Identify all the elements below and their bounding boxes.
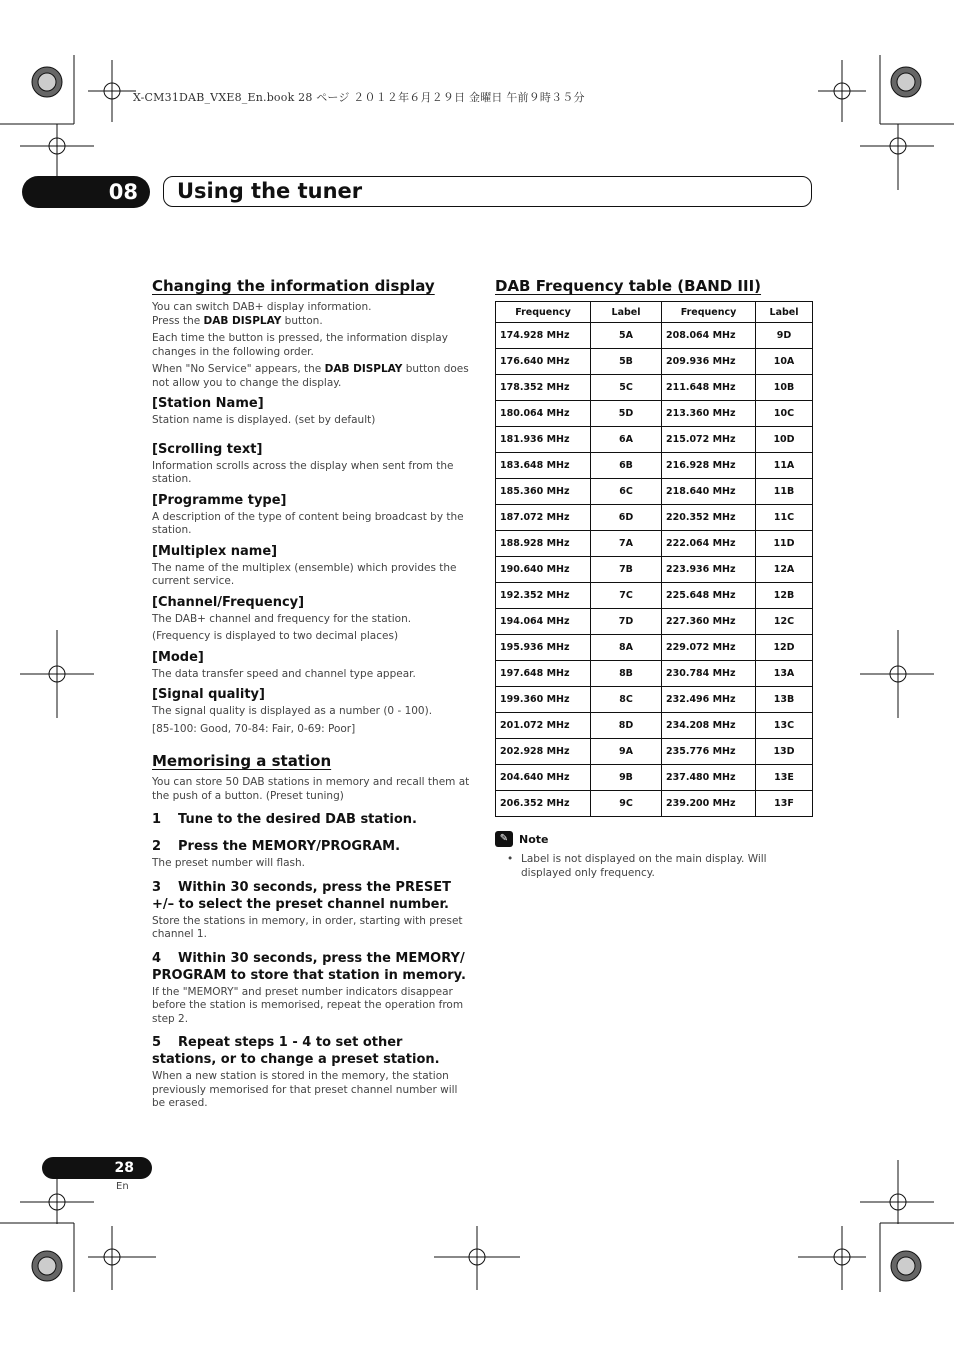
label-cell: 6C	[591, 479, 662, 505]
label-cell: 13E	[756, 765, 813, 791]
label-cell: 11A	[756, 453, 813, 479]
frequency-cell: 239.200 MHz	[662, 791, 756, 817]
frequency-table	[495, 301, 813, 817]
note-label: Note	[519, 832, 549, 846]
frequency-cell: 222.064 MHz	[662, 531, 756, 557]
label-cell: 6D	[591, 505, 662, 531]
chapter-number-badge: 08	[22, 176, 150, 208]
label-cell: 9B	[591, 765, 662, 791]
frequency-cell: 183.648 MHz	[496, 453, 591, 479]
table-row	[496, 453, 813, 479]
display-item-desc: The data transfer speed and channel type appear.	[152, 667, 416, 680]
right-column	[495, 277, 813, 880]
frequency-cell: 234.208 MHz	[662, 713, 756, 739]
paragraph: You can store 50 DAB stations in memory and recall them at the push of a button. (Preset tuning)	[152, 776, 470, 802]
frequency-cell: 188.928 MHz	[496, 531, 591, 557]
label-cell: 8C	[591, 687, 662, 713]
table-row	[496, 791, 813, 817]
frequency-cell: 197.648 MHz	[496, 661, 591, 687]
label-cell: 13A	[756, 661, 813, 687]
step-heading: 3 Within 30 seconds, press the PRESET +/– to select the preset channel number.	[152, 879, 451, 912]
frequency-cell: 215.072 MHz	[662, 427, 756, 453]
display-item-desc: The signal quality is displayed as a number (0 - 100).	[152, 705, 433, 717]
frequency-cell: 225.648 MHz	[662, 583, 756, 609]
label-cell: 9A	[591, 739, 662, 765]
label-cell: 13B	[756, 687, 813, 713]
table-row	[496, 531, 813, 557]
label-cell: 12D	[756, 635, 813, 661]
display-item-name: [Scrolling text]	[152, 441, 263, 457]
page-language: En	[116, 1181, 129, 1192]
label-cell: 7D	[591, 609, 662, 635]
frequency-cell: 232.496 MHz	[662, 687, 756, 713]
label-cell: 9C	[591, 791, 662, 817]
chapter-title: Using the tuner	[177, 179, 363, 203]
table-row	[496, 661, 813, 687]
label-cell: 13F	[756, 791, 813, 817]
frequency-cell: 178.352 MHz	[496, 375, 591, 401]
display-item-desc: Station name is displayed. (set by default)	[152, 414, 376, 426]
label-cell: 5A	[591, 323, 662, 349]
table-row	[496, 687, 813, 713]
table-header-row	[496, 302, 813, 323]
table-row	[496, 583, 813, 609]
label-cell: 12C	[756, 609, 813, 635]
label-cell: 13C	[756, 713, 813, 739]
step-desc: If the "MEMORY" and preset number indicators disappear before the station is memorised, repeat the operation from step 2.	[152, 985, 464, 1025]
label-cell: 7A	[591, 531, 662, 557]
frequency-cell: 206.352 MHz	[496, 791, 591, 817]
step-desc: Store the stations in memory, in order, starting with preset channel 1.	[152, 914, 463, 940]
step-heading: 2 Press the MEMORY/PROGRAM.	[152, 839, 401, 854]
frequency-cell: 223.936 MHz	[662, 557, 756, 583]
label-cell: 8A	[591, 635, 662, 661]
column-header: Frequency	[496, 302, 591, 323]
display-item-name: [Signal quality]	[152, 687, 265, 702]
label-cell: 10A	[756, 349, 813, 375]
frequency-cell: 229.072 MHz	[662, 635, 756, 661]
step-desc: When a new station is stored in the memory, the station previously memorised for that preset channel number will be erased.	[152, 1070, 458, 1109]
frequency-cell: 180.064 MHz	[496, 401, 591, 427]
section-title-dab-table: DAB Frequency table (BAND III)	[495, 277, 762, 295]
display-item-name: [Channel/Frequency]	[152, 594, 305, 610]
frequency-cell: 213.360 MHz	[662, 401, 756, 427]
frequency-cell: 176.640 MHz	[496, 349, 591, 375]
display-item-desc: (Frequency is displayed to two decimal places)	[152, 630, 399, 642]
frequency-cell: 208.064 MHz	[662, 323, 756, 349]
frequency-cell: 181.936 MHz	[496, 427, 591, 453]
display-item-name: [Multiplex name]	[152, 543, 278, 559]
label-cell: 11D	[756, 531, 813, 557]
display-item-desc: The DAB+ channel and frequency for the station.	[152, 612, 412, 625]
label-cell: 11C	[756, 505, 813, 531]
display-item-desc: A description of the type of content being broadcast by the station.	[152, 510, 464, 536]
display-item-desc: Information scrolls across the display when sent from the station.	[152, 459, 454, 485]
frequency-cell: 218.640 MHz	[662, 479, 756, 505]
table-row	[496, 505, 813, 531]
label-cell: 12A	[756, 557, 813, 583]
frequency-cell: 202.928 MHz	[496, 739, 591, 765]
label-cell: 8D	[591, 713, 662, 739]
label-cell: 5C	[591, 375, 662, 401]
frequency-cell: 194.064 MHz	[496, 609, 591, 635]
section-title-memorising: Memorising a station	[152, 752, 332, 770]
print-file-info: X-CM31DAB_VXE8_En.book 28 ページ ２０１２年６月２９日 金曜日 午前９時３５分	[133, 91, 585, 104]
frequency-cell: 230.784 MHz	[662, 661, 756, 687]
step-heading: 1 Tune to the desired DAB station.	[152, 812, 417, 827]
frequency-cell: 192.352 MHz	[496, 583, 591, 609]
frequency-cell: 216.928 MHz	[662, 453, 756, 479]
frequency-cell: 204.640 MHz	[496, 765, 591, 791]
frequency-cell: 220.352 MHz	[662, 505, 756, 531]
table-row	[496, 401, 813, 427]
frequency-cell: 195.936 MHz	[496, 635, 591, 661]
frequency-cell: 227.360 MHz	[662, 609, 756, 635]
paragraph: When "No Service" appears, the DAB DISPLAY button does not allow you to change the display.	[152, 363, 469, 389]
frequency-cell: 187.072 MHz	[496, 505, 591, 531]
label-cell: 7B	[591, 557, 662, 583]
table-row	[496, 375, 813, 401]
frequency-cell: 235.776 MHz	[662, 739, 756, 765]
note-pencil-icon: ✎	[495, 831, 513, 847]
step-heading: 5 Repeat steps 1 - 4 to set other stations, or to change a preset station.	[152, 1035, 440, 1067]
table-row	[496, 479, 813, 505]
label-cell: 6B	[591, 453, 662, 479]
frequency-cell: 190.640 MHz	[496, 557, 591, 583]
table-row	[496, 635, 813, 661]
label-cell: 8B	[591, 661, 662, 687]
section-title-info-display: Changing the information display	[152, 277, 435, 295]
label-cell: 10D	[756, 427, 813, 453]
label-cell: 11B	[756, 479, 813, 505]
page-number: 28	[42, 1157, 152, 1179]
table-row	[496, 713, 813, 739]
column-header: Label	[756, 302, 813, 323]
label-cell: 13D	[756, 739, 813, 765]
frequency-cell: 211.648 MHz	[662, 375, 756, 401]
frequency-cell: 209.936 MHz	[662, 349, 756, 375]
frequency-cell: 185.360 MHz	[496, 479, 591, 505]
table-row	[496, 427, 813, 453]
step-desc: The preset number will flash.	[152, 857, 305, 869]
label-cell: 6A	[591, 427, 662, 453]
display-item-name: [Programme type]	[152, 492, 287, 508]
label-cell: 5B	[591, 349, 662, 375]
label-cell: 5D	[591, 401, 662, 427]
frequency-cell: 237.480 MHz	[662, 765, 756, 791]
display-item-desc: [85-100: Good, 70-84: Fair, 0-69: Poor]	[152, 722, 356, 735]
frequency-cell: 199.360 MHz	[496, 687, 591, 713]
label-cell: 7C	[591, 583, 662, 609]
display-item-name: [Mode]	[152, 649, 204, 665]
frequency-cell: 174.928 MHz	[496, 323, 591, 349]
label-cell: 12B	[756, 583, 813, 609]
note-header	[495, 831, 813, 847]
label-cell: 10B	[756, 375, 813, 401]
paragraph: You can switch DAB+ display information. Press the DAB DISPLAY button.	[152, 301, 372, 327]
column-header: Frequency	[662, 302, 756, 323]
table-body	[496, 323, 813, 817]
table-row	[496, 765, 813, 791]
display-item-desc: The name of the multiplex (ensemble) which provides the current service.	[152, 561, 457, 587]
table-row	[496, 739, 813, 765]
table-row	[496, 349, 813, 375]
table-row	[496, 323, 813, 349]
display-item-name: [Station Name]	[152, 396, 264, 411]
table-row	[496, 609, 813, 635]
note-text: • Label is not displayed on the main display. Will displayed only frequency.	[507, 852, 813, 880]
column-header: Label	[591, 302, 662, 323]
label-cell: 9D	[756, 323, 813, 349]
step-heading: 4 Within 30 seconds, press the MEMORY/ PROGRAM to store that station in memory.	[152, 950, 466, 983]
left-column	[152, 277, 470, 1115]
table-row	[496, 557, 813, 583]
chapter-title-bar	[163, 176, 812, 207]
frequency-cell: 201.072 MHz	[496, 713, 591, 739]
paragraph: Each time the button is pressed, the information display changes in the following order.	[152, 332, 448, 358]
label-cell: 10C	[756, 401, 813, 427]
